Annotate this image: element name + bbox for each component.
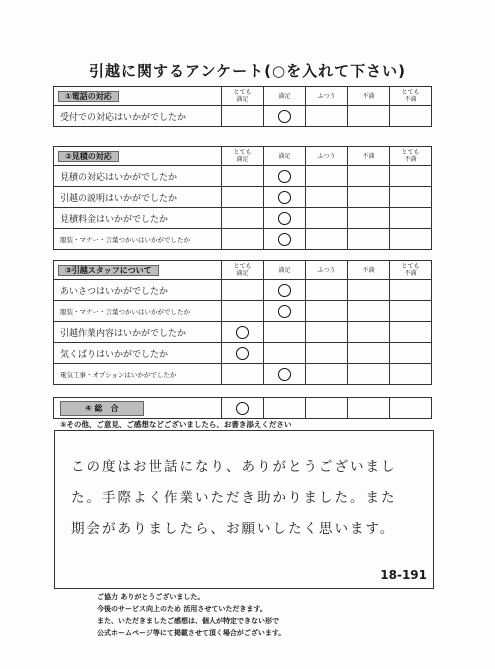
rating-cell[interactable]: [348, 322, 390, 343]
rating-header: 満足: [264, 87, 306, 106]
rating-cell[interactable]: [348, 343, 390, 364]
rating-header: とても 満足: [222, 87, 264, 106]
rating-cell[interactable]: [390, 301, 432, 322]
question-row: [54, 343, 432, 364]
rating-header: とても 不満: [390, 147, 432, 166]
question-row: [54, 398, 432, 419]
rating-cell[interactable]: [264, 229, 306, 250]
footer-note: [97, 591, 285, 639]
rating-header: 満足: [264, 147, 306, 166]
rating-cell[interactable]: [222, 208, 264, 229]
rating-cell[interactable]: [222, 364, 264, 385]
rating-cell[interactable]: [222, 106, 264, 127]
rating-header: ふつう: [306, 147, 348, 166]
rating-cell[interactable]: [264, 280, 306, 301]
rating-cell[interactable]: [264, 343, 306, 364]
footer-line: ご協力 ありがとうございました。: [97, 593, 205, 601]
rating-cell[interactable]: [264, 398, 306, 419]
rating-cell[interactable]: [264, 322, 306, 343]
question-text: あいさつはいかがでしたか: [54, 280, 222, 301]
comment-line: 期会がありましたら、お願いしたく思います。: [71, 521, 396, 537]
question-row: [54, 187, 432, 208]
rating-cell[interactable]: [390, 398, 432, 419]
rating-cell[interactable]: [222, 187, 264, 208]
section-title: ①電話の対応: [58, 91, 119, 102]
selected-circle-mark: [278, 191, 291, 204]
rating-header: とても 不満: [390, 261, 432, 280]
section-table: [53, 397, 432, 419]
question-text: 受付での対応はいかがでしたか: [54, 106, 222, 127]
rating-header: とても 満足: [222, 147, 264, 166]
selected-circle-mark: [278, 233, 291, 246]
serial-number: 18-191: [380, 568, 427, 582]
rating-cell[interactable]: [390, 280, 432, 301]
rating-header: ふつう: [306, 261, 348, 280]
section-title: ③引越スタッフについて: [58, 265, 159, 276]
comment-prompt: ⑤その他、ご意見、ご感想などございましたら、お書き添えください: [60, 420, 292, 429]
question-row: [54, 208, 432, 229]
question-text: 気くばりはいかがでしたか: [54, 343, 222, 364]
rating-header: ふつう: [306, 87, 348, 106]
question-text: 引越の説明はいかがでしたか: [54, 187, 222, 208]
section-title: ④ 総 合: [60, 401, 144, 416]
rating-cell[interactable]: [264, 364, 306, 385]
rating-cell[interactable]: [348, 166, 390, 187]
rating-cell[interactable]: [306, 106, 348, 127]
selected-circle-mark: [278, 212, 291, 225]
rating-cell[interactable]: [390, 364, 432, 385]
section-table: [53, 146, 432, 250]
question-text: 電気工事・オプションはいかがでしたか: [54, 364, 222, 385]
selected-circle-mark: [236, 347, 249, 360]
rating-cell[interactable]: [348, 106, 390, 127]
rating-header: 不満: [348, 87, 390, 106]
selected-circle-mark: [236, 326, 249, 339]
rating-cell[interactable]: [348, 280, 390, 301]
rating-cell[interactable]: [348, 364, 390, 385]
rating-cell[interactable]: [348, 208, 390, 229]
rating-cell[interactable]: [222, 280, 264, 301]
rating-cell[interactable]: [390, 166, 432, 187]
rating-cell[interactable]: [264, 166, 306, 187]
rating-cell[interactable]: [306, 280, 348, 301]
footer-line: また、いただきましたご感想は、個人が特定できない形で: [97, 617, 279, 625]
selected-circle-mark: [278, 305, 291, 318]
rating-header: とても 満足: [222, 261, 264, 280]
question-row: [54, 280, 432, 301]
rating-cell[interactable]: [348, 301, 390, 322]
rating-cell[interactable]: [390, 229, 432, 250]
question-row: [54, 322, 432, 343]
rating-cell[interactable]: [222, 343, 264, 364]
question-text: 見積料金はいかがでしたか: [54, 208, 222, 229]
rating-cell[interactable]: [264, 187, 306, 208]
selected-circle-mark: [278, 170, 291, 183]
footer-line: 今後のサービス向上のため 活用させていただきます。: [97, 605, 267, 613]
rating-cell[interactable]: [264, 301, 306, 322]
rating-cell[interactable]: [390, 106, 432, 127]
rating-cell[interactable]: [306, 166, 348, 187]
rating-cell[interactable]: [264, 106, 306, 127]
question-text: 服装・マナー・言葉つかいはいかがでしたか: [54, 229, 222, 250]
section-title: ②見積の対応: [58, 151, 119, 162]
rating-header: 満足: [264, 261, 306, 280]
rating-cell[interactable]: [390, 208, 432, 229]
question-row: [54, 229, 432, 250]
question-text: 服装・マナー・言葉つかいはいかがでしたか: [54, 301, 222, 322]
selected-circle-mark: [236, 402, 249, 415]
footer-line: 公式ホームページ等にて掲載させて頂く場合がございます。: [97, 629, 286, 637]
question-row: [54, 301, 432, 322]
rating-cell[interactable]: [306, 229, 348, 250]
section-table: [53, 86, 432, 127]
rating-cell[interactable]: [348, 398, 390, 419]
rating-cell[interactable]: [306, 364, 348, 385]
rating-cell[interactable]: [306, 343, 348, 364]
rating-cell[interactable]: [306, 322, 348, 343]
rating-cell[interactable]: [306, 208, 348, 229]
survey-title: 引越に関するアンケート(○を入れて下さい): [89, 62, 406, 80]
rating-header: 不満: [348, 261, 390, 280]
rating-cell[interactable]: [222, 322, 264, 343]
selected-circle-mark: [278, 368, 291, 381]
selected-circle-mark: [278, 110, 291, 123]
question-row: [54, 364, 432, 385]
rating-cell[interactable]: [390, 343, 432, 364]
question-row: [54, 166, 432, 187]
rating-cell[interactable]: [390, 322, 432, 343]
rating-cell[interactable]: [264, 208, 306, 229]
selected-circle-mark: [278, 284, 291, 297]
rating-cell[interactable]: [222, 229, 264, 250]
rating-cell[interactable]: [306, 187, 348, 208]
question-text: 引越作業内容はいかがでしたか: [54, 322, 222, 343]
section-table: [53, 260, 432, 385]
rating-cell[interactable]: [222, 398, 264, 419]
comment-line: た。手際よく作業いただき助かりました。また: [71, 490, 397, 506]
rating-cell[interactable]: [348, 187, 390, 208]
rating-cell[interactable]: [222, 166, 264, 187]
rating-cell[interactable]: [348, 229, 390, 250]
comment-box: [54, 430, 434, 589]
rating-header: とても 不満: [390, 87, 432, 106]
question-text: 見積の対応はいかがでしたか: [54, 166, 222, 187]
rating-cell[interactable]: [306, 398, 348, 419]
rating-header: 不満: [348, 147, 390, 166]
rating-cell[interactable]: [222, 301, 264, 322]
rating-cell[interactable]: [306, 301, 348, 322]
comment-line: この度はお世話になり、ありがとうございまし: [71, 459, 397, 475]
rating-cell[interactable]: [390, 187, 432, 208]
question-row: [54, 106, 432, 127]
